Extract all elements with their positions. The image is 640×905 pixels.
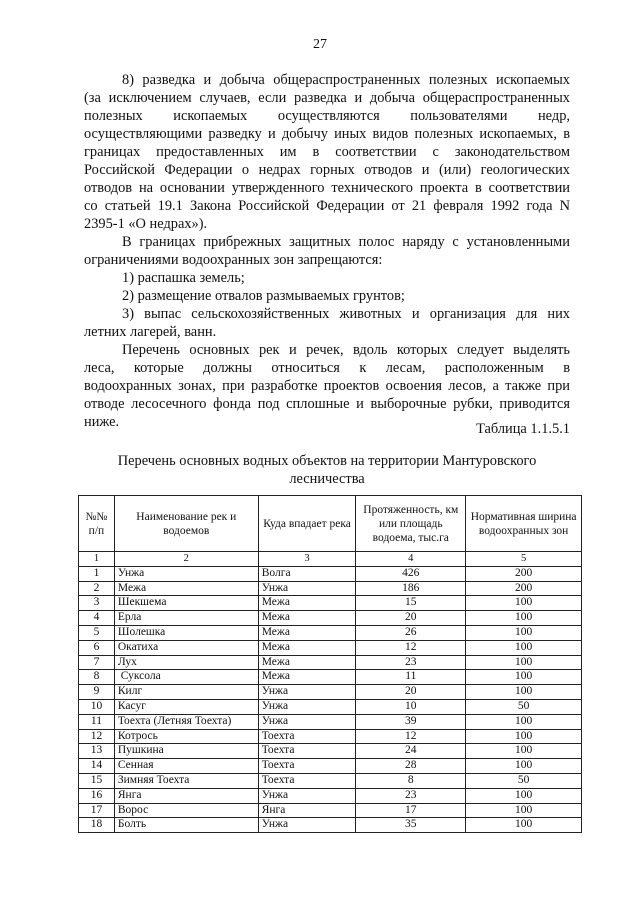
cell-outflow: Межа [258,625,356,640]
cell-zone-width: 50 [466,773,582,788]
cell-zone-width: 100 [466,611,582,626]
body-line: Российской Федерации о недрах горных отводов и (или) геологических [84,162,570,178]
cell-river-name: Янга [114,788,258,803]
header-zone-width: Нормативная ширина водоохранных зон [466,496,582,552]
cell-outflow: Межа [258,596,356,611]
body-line: отводе лесосечного фонда под сплошные и выборочные рубки, приводится [84,396,570,412]
cell-zone-width: 100 [466,759,582,774]
cell-outflow: Унжа [258,581,356,596]
cell-number: 1 [79,566,115,581]
cell-outflow: Янга [258,803,356,818]
cell-length: 426 [356,566,466,581]
cell-outflow: Волга [258,566,356,581]
cell-river-name: Межа [114,581,258,596]
table-row [79,685,582,700]
table-row [79,818,582,833]
table-row [79,566,582,581]
table-caption: Перечень основных водных объектов на территории Мантуровского [117,453,537,469]
table-row [79,670,582,685]
cell-number: 15 [79,773,115,788]
body-line: отводов на основании утвержденного технического проекта в соответствии [84,180,570,196]
table-header-row [79,496,582,552]
cell-zone-width: 100 [466,625,582,640]
header-name: Наименование рек и водоемов [114,496,258,552]
cell-length: 17 [356,803,466,818]
body-line: полезных ископаемых осуществляются пользователями недр, [84,108,570,124]
cell-number: 3 [79,596,115,611]
body-line: ниже. [84,414,120,430]
cell-river-name: Ерла [114,611,258,626]
header-outflow: Куда впадает река [258,496,356,552]
table-row [79,596,582,611]
cell-outflow: Тоехта [258,773,356,788]
table-row [79,759,582,774]
column-number: 5 [466,552,582,567]
cell-number: 7 [79,655,115,670]
cell-number: 4 [79,611,115,626]
cell-length: 20 [356,611,466,626]
cell-zone-width: 100 [466,803,582,818]
table-row [79,788,582,803]
cell-river-name: Унжа [114,566,258,581]
cell-outflow: Унжа [258,699,356,714]
cell-number: 9 [79,685,115,700]
cell-outflow: Унжа [258,818,356,833]
cell-river-name: Окатиха [114,640,258,655]
cell-river-name: Котрось [114,729,258,744]
cell-zone-width: 100 [466,596,582,611]
cell-outflow: Тоехта [258,759,356,774]
table-caption: лесничества [289,471,365,487]
cell-outflow: Унжа [258,714,356,729]
cell-zone-width: 100 [466,744,582,759]
cell-zone-width: 200 [466,566,582,581]
cell-outflow: Тоехта [258,744,356,759]
cell-zone-width: 200 [466,581,582,596]
cell-outflow: Межа [258,640,356,655]
table-row [79,803,582,818]
table-row [79,714,582,729]
cell-length: 23 [356,788,466,803]
cell-river-name: Тоехта (Летняя Тоехта) [114,714,258,729]
table-body [79,552,582,833]
cell-number: 5 [79,625,115,640]
cell-zone-width: 50 [466,699,582,714]
body-line: В границах прибрежных защитных полос наряду с установленными [122,234,570,250]
body-line: границах предоставленных им в соответствии с законодательством [84,144,570,160]
body-line: 3) выпас сельскохозяйственных животных и организация для них [122,306,570,322]
header-length: Протяженность, км или площадь водоема, тыс.га [356,496,466,552]
cell-river-name: Касуг [114,699,258,714]
cell-outflow: Унжа [258,685,356,700]
cell-number: 11 [79,714,115,729]
cell-number: 10 [79,699,115,714]
cell-number: 14 [79,759,115,774]
cell-length: 39 [356,714,466,729]
cell-number: 16 [79,788,115,803]
cell-length: 12 [356,640,466,655]
body-line: леса, которые должны относиться к лесам, расположенным в [84,360,570,376]
cell-river-name: Суксола [114,670,258,685]
cell-zone-width: 100 [466,818,582,833]
page-number: 27 [313,37,327,52]
column-number: 2 [114,552,258,567]
body-line: 1) распашка земель; [122,270,245,286]
cell-river-name: Килг [114,685,258,700]
column-number: 3 [258,552,356,567]
table-row [79,729,582,744]
cell-zone-width: 100 [466,670,582,685]
table-row [79,640,582,655]
cell-river-name: Пушкина [114,744,258,759]
cell-zone-width: 100 [466,729,582,744]
cell-number: 2 [79,581,115,596]
cell-zone-width: 100 [466,714,582,729]
cell-river-name: Зимняя Тоехта [114,773,258,788]
table-row [79,581,582,596]
cell-river-name: Болть [114,818,258,833]
cell-number: 18 [79,818,115,833]
cell-river-name: Ворос [114,803,258,818]
table-row [79,611,582,626]
cell-length: 8 [356,773,466,788]
cell-river-name: Сенная [114,759,258,774]
body-line: (за исключением случаев, если разведка и добыча общераспространенных [84,90,570,106]
cell-length: 12 [356,729,466,744]
cell-length: 24 [356,744,466,759]
cell-number: 6 [79,640,115,655]
body-line: 2) размещение отвалов размываемых грунтов; [122,288,405,304]
body-line: 2395-1 «О недрах»). [84,216,208,232]
cell-zone-width: 100 [466,788,582,803]
table-row [79,655,582,670]
table-row [79,773,582,788]
water-objects-table [78,495,582,833]
cell-number: 12 [79,729,115,744]
cell-number: 13 [79,744,115,759]
table-row [79,625,582,640]
body-line: Перечень основных рек и речек, вдоль которых следует выделять [122,342,570,358]
header-number: №№ п/п [79,496,115,552]
cell-outflow: Межа [258,670,356,685]
cell-length: 10 [356,699,466,714]
cell-length: 15 [356,596,466,611]
body-line: водоохранных зонах, при разработке проектов освоения лесов, а также при [84,378,570,394]
cell-length: 23 [356,655,466,670]
cell-zone-width: 100 [466,655,582,670]
cell-number: 8 [79,670,115,685]
body-line: ограничениями водоохранных зон запрещаются: [84,252,383,268]
body-line: летних лагерей, ванн. [84,324,217,340]
table-label: Таблица 1.1.5.1 [476,421,570,437]
cell-zone-width: 100 [466,640,582,655]
cell-length: 26 [356,625,466,640]
cell-outflow: Межа [258,611,356,626]
column-number: 4 [356,552,466,567]
cell-river-name: Шолешка [114,625,258,640]
column-number: 1 [79,552,115,567]
body-line: со статьей 19.1 Закона Российской Федерации от 21 февраля 1992 года N [84,198,570,214]
cell-outflow: Межа [258,655,356,670]
cell-number: 17 [79,803,115,818]
cell-river-name: Шекшема [114,596,258,611]
cell-length: 11 [356,670,466,685]
cell-length: 28 [356,759,466,774]
column-numbers-row [79,552,582,567]
cell-length: 35 [356,818,466,833]
cell-length: 20 [356,685,466,700]
body-line: осуществляющими разведку и добычу иных видов полезных ископаемых, в [84,126,570,142]
body-line: 8) разведка и добыча общераспространенных полезных ископаемых [122,72,570,88]
cell-length: 186 [356,581,466,596]
table-row [79,699,582,714]
cell-river-name: Лух [114,655,258,670]
cell-outflow: Тоехта [258,729,356,744]
table-row [79,744,582,759]
cell-outflow: Унжа [258,788,356,803]
cell-zone-width: 100 [466,685,582,700]
